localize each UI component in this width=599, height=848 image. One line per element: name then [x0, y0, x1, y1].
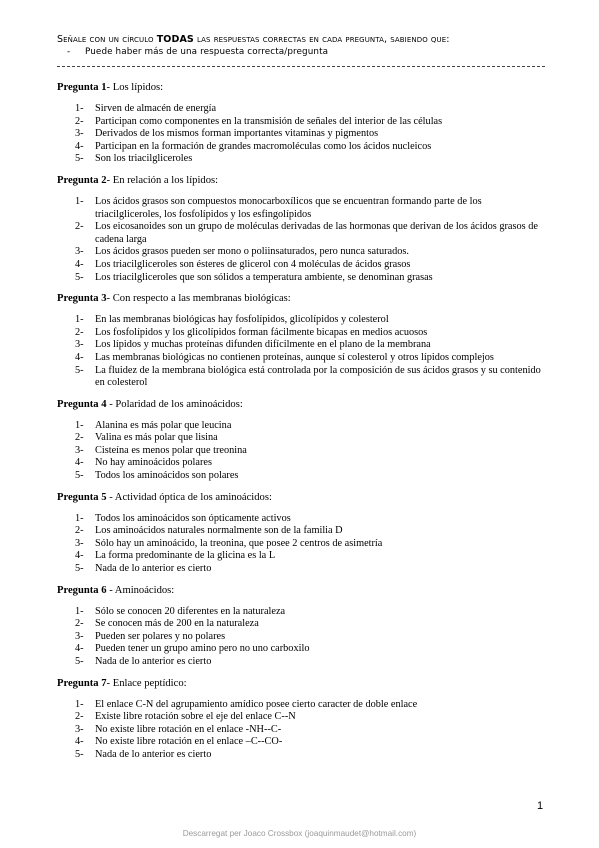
answer-text: Nada de lo anterior es cierto: [95, 656, 212, 667]
answer-text: Participan como componentes en la transmisión de señales del interior de las células: [95, 115, 443, 127]
answer-option[interactable]: [75, 259, 547, 272]
answer-option[interactable]: [75, 221, 547, 246]
answer-number: 4-: [75, 550, 84, 562]
question-title: [57, 82, 547, 94]
answer-number: 5-: [75, 470, 84, 482]
question-block: [57, 293, 547, 390]
answer-number: 3-: [75, 444, 84, 456]
answer-option[interactable]: [75, 749, 547, 762]
question-block: [57, 585, 547, 669]
answer-text: No existe libre rotación en el enlace -NH--C-: [95, 723, 282, 735]
answer-number: 3-: [75, 339, 84, 351]
questions-list: [57, 82, 547, 771]
answer-option[interactable]: [75, 314, 547, 327]
question-separator: -: [106, 293, 113, 305]
answer-option[interactable]: [75, 432, 547, 445]
answer-number: 2-: [75, 432, 84, 444]
answer-option[interactable]: [75, 272, 547, 285]
answer-text: Sirven de almacén de energía: [95, 103, 217, 114]
answer-number: 1-: [75, 698, 84, 710]
answer-option[interactable]: [75, 606, 547, 619]
question-label: Pregunta 7: [57, 677, 107, 689]
answer-text: Los lípidos y muchas proteínas difunden difícilmente en el plano de la membrana: [95, 339, 431, 351]
question-title: [57, 492, 547, 504]
answer-option[interactable]: [75, 141, 547, 154]
answer-option[interactable]: [75, 643, 547, 656]
answer-option[interactable]: [75, 699, 547, 712]
answer-text: En las membranas biológicas hay fosfolípidos, glicolípidos y colesterol: [95, 314, 389, 326]
answer-number: 4-: [75, 736, 84, 748]
answer-number: 4-: [75, 351, 84, 363]
answer-number: 2-: [75, 326, 84, 338]
answer-option[interactable]: [75, 711, 547, 724]
question-separator: -: [106, 584, 115, 596]
answer-text: Los eicosanoides son un grupo de moléculas derivadas de las hormonas que derivan de los ácidos grasos de cadena larga: [95, 221, 538, 245]
answer-text: Alanina es más polar que leucina: [95, 419, 232, 431]
question-label: Pregunta 2: [57, 174, 107, 186]
answer-option[interactable]: [75, 631, 547, 644]
answer-text: Todos los aminoácidos son polares: [95, 470, 239, 482]
answer-text: Se conocen más de 200 en la naturaleza: [95, 618, 259, 630]
answer-text: Los triacilgliceroles son ésteres de glicerol con 4 moléculas de ácidos grasos: [95, 258, 411, 270]
question-separator: -: [106, 174, 113, 186]
answer-number: 2-: [75, 525, 84, 537]
answer-number: 1-: [75, 512, 84, 524]
answer-option[interactable]: [75, 550, 547, 563]
answer-option[interactable]: [75, 420, 547, 433]
answer-option[interactable]: [75, 445, 547, 458]
page-number: 1: [537, 800, 544, 812]
answer-number: 3-: [75, 630, 84, 642]
answer-text: Cisteína es menos polar que treonina: [95, 444, 247, 456]
answer-option[interactable]: [75, 457, 547, 470]
answer-text: Valina es más polar que lisina: [95, 432, 218, 444]
question-title: [57, 399, 547, 411]
answer-option[interactable]: [75, 525, 547, 538]
answer-text: Los fosfolípidos y los glicolípidos forman fácilmente bicapas en medios acuosos: [95, 326, 428, 338]
answer-number: 2-: [75, 221, 84, 233]
answer-number: 5-: [75, 656, 84, 667]
question-separator: -: [106, 398, 116, 410]
answer-option[interactable]: [75, 513, 547, 526]
instructions-note: [57, 47, 547, 57]
answer-text: La forma predominante de la glicina es la L: [95, 550, 276, 562]
answer-text: Derivados de los mismos forman importantes vitaminas y pigmentos: [95, 128, 379, 140]
question-block: [57, 82, 547, 166]
answer-text: Todos los aminoácidos son ópticamente activos: [95, 512, 291, 524]
answer-option[interactable]: [75, 736, 547, 749]
answer-number: 1-: [75, 195, 84, 207]
answer-text: La fluidez de la membrana biológica está controlada por la composición de sus ácidos grasos y su contenido en colesterol: [95, 364, 541, 389]
answer-number: 1-: [75, 419, 84, 431]
answer-option[interactable]: [75, 246, 547, 259]
question-label: Pregunta 5: [57, 491, 107, 503]
answer-option[interactable]: [75, 196, 547, 221]
answer-number: 4-: [75, 643, 84, 655]
question-separator: -: [106, 491, 115, 503]
answer-text: Los ácidos grasos pueden ser mono o poliinsaturados, pero nunca saturados.: [95, 246, 409, 258]
answer-option[interactable]: [75, 563, 547, 576]
answer-option[interactable]: [75, 470, 547, 483]
answer-number: 3-: [75, 128, 84, 140]
answer-number: 2-: [75, 618, 84, 630]
answer-list: [57, 314, 547, 390]
question-label: Pregunta 4: [57, 398, 107, 410]
answer-list: [57, 420, 547, 483]
answer-option[interactable]: [75, 352, 547, 365]
download-footer: Descarregat per Joaco Crossbox (joaquinmaudet@hotmail.com): [182, 829, 417, 838]
question-separator: -: [106, 82, 113, 93]
answer-option[interactable]: [75, 656, 547, 669]
dashed-divider: [57, 66, 545, 67]
answer-option[interactable]: [75, 153, 547, 166]
answer-text: No existe libre rotación en el enlace –C--CO-: [95, 736, 283, 748]
answer-number: 2-: [75, 711, 84, 723]
instructions-line: [57, 34, 547, 45]
question-block: [57, 678, 547, 762]
answer-option[interactable]: [75, 339, 547, 352]
answer-number: 1-: [75, 605, 84, 617]
note-dash: -: [67, 47, 71, 57]
answer-number: 1-: [75, 314, 84, 326]
answer-number: 5-: [75, 364, 84, 376]
question-text: Con respecto a las membranas biológicas:: [112, 293, 291, 305]
answer-option[interactable]: [75, 116, 547, 129]
answer-text: Los ácidos grasos son compuestos monocarboxílicos que se encuentran formando parte de los triacilgliceroles, los fosfolípidos y los esfingolípidos: [95, 195, 482, 220]
question-title: [57, 175, 547, 187]
answer-text: Sólo se conocen 20 diferentes en la naturaleza: [95, 605, 286, 617]
answer-list: [57, 606, 547, 669]
answer-option[interactable]: [75, 128, 547, 141]
instructions-text-end: las respuestas correctas en cada pregunta, sabiendo que:: [193, 34, 450, 45]
answer-text: Participan en la formación de grandes macromoléculas como los ácidos nucleicos: [95, 140, 432, 152]
note-text: Puede haber más de una respuesta correcta/pregunta: [85, 47, 329, 57]
answer-text: Los aminoácidos naturales normalmente son de la familia D: [95, 525, 343, 537]
question-separator: -: [106, 677, 113, 689]
answer-text: Sólo hay un aminoácido, la treonina, que posee 2 centros de asimetría: [95, 537, 383, 549]
question-block: [57, 399, 547, 483]
answer-list: [57, 513, 547, 576]
question-text: Aminoácidos:: [114, 584, 175, 596]
question-label: Pregunta 6: [57, 584, 107, 596]
answer-number: 2-: [75, 115, 84, 127]
answer-list: [57, 699, 547, 762]
answer-text: Existe libre rotación sobre el eje del enlace C--N: [95, 711, 296, 723]
answer-text: Son los triacilgliceroles: [95, 153, 193, 165]
instructions-header: [57, 34, 547, 57]
answer-text: Pueden tener un grupo amino pero no uno carboxilo: [95, 643, 310, 655]
answer-option[interactable]: [75, 724, 547, 737]
answer-number: 5-: [75, 153, 84, 165]
answer-text: No hay aminoácidos polares: [95, 457, 212, 469]
answer-number: 3-: [75, 537, 84, 549]
question-text: En relación a los lípidos:: [112, 174, 219, 186]
answer-number: 5-: [75, 563, 84, 575]
answer-option[interactable]: [75, 365, 547, 390]
answer-number: 5-: [75, 748, 84, 760]
question-title: [57, 293, 547, 305]
answer-option[interactable]: [75, 327, 547, 340]
answer-text: Pueden ser polares y no polares: [95, 630, 226, 642]
answer-number: 5-: [75, 271, 84, 283]
question-title: [57, 678, 547, 690]
answer-list: [57, 196, 547, 284]
answer-text: Nada de lo anterior es cierto: [95, 748, 212, 760]
answer-number: 3-: [75, 723, 84, 735]
instructions-text: Señale con un círculo: [57, 34, 157, 45]
answer-option[interactable]: [75, 618, 547, 631]
answer-number: 4-: [75, 140, 84, 152]
instructions-emphasis: TODAS: [156, 34, 194, 45]
answer-number: 4-: [75, 258, 84, 270]
question-text: Enlace peptídico:: [112, 677, 187, 689]
question-label: Pregunta 1: [57, 82, 107, 93]
question-block: [57, 175, 547, 284]
question-label: Pregunta 3: [57, 293, 107, 305]
answer-number: 1-: [75, 103, 84, 114]
answer-number: 4-: [75, 457, 84, 469]
answer-option[interactable]: [75, 103, 547, 116]
answer-list: [57, 103, 547, 166]
answer-text: Las membranas biológicas no contienen proteínas, aunque sí colesterol y otros lípidos complejos: [95, 351, 494, 363]
question-text: Polaridad de los aminoácidos:: [115, 398, 243, 410]
answer-option[interactable]: [75, 538, 547, 551]
question-block: [57, 492, 547, 576]
question-title: [57, 585, 547, 597]
answer-text: Los triacilgliceroles que son sólidos a temperatura ambiente, se denominan grasas: [95, 271, 433, 283]
answer-number: 3-: [75, 246, 84, 258]
answer-text: El enlace C-N del agrupamiento amídico posee cierto caracter de doble enlace: [95, 698, 418, 710]
question-text: Los lípidos:: [112, 82, 164, 93]
answer-text: Nada de lo anterior es cierto: [95, 563, 212, 575]
question-text: Actividad óptica de los aminoácidos:: [114, 491, 272, 503]
